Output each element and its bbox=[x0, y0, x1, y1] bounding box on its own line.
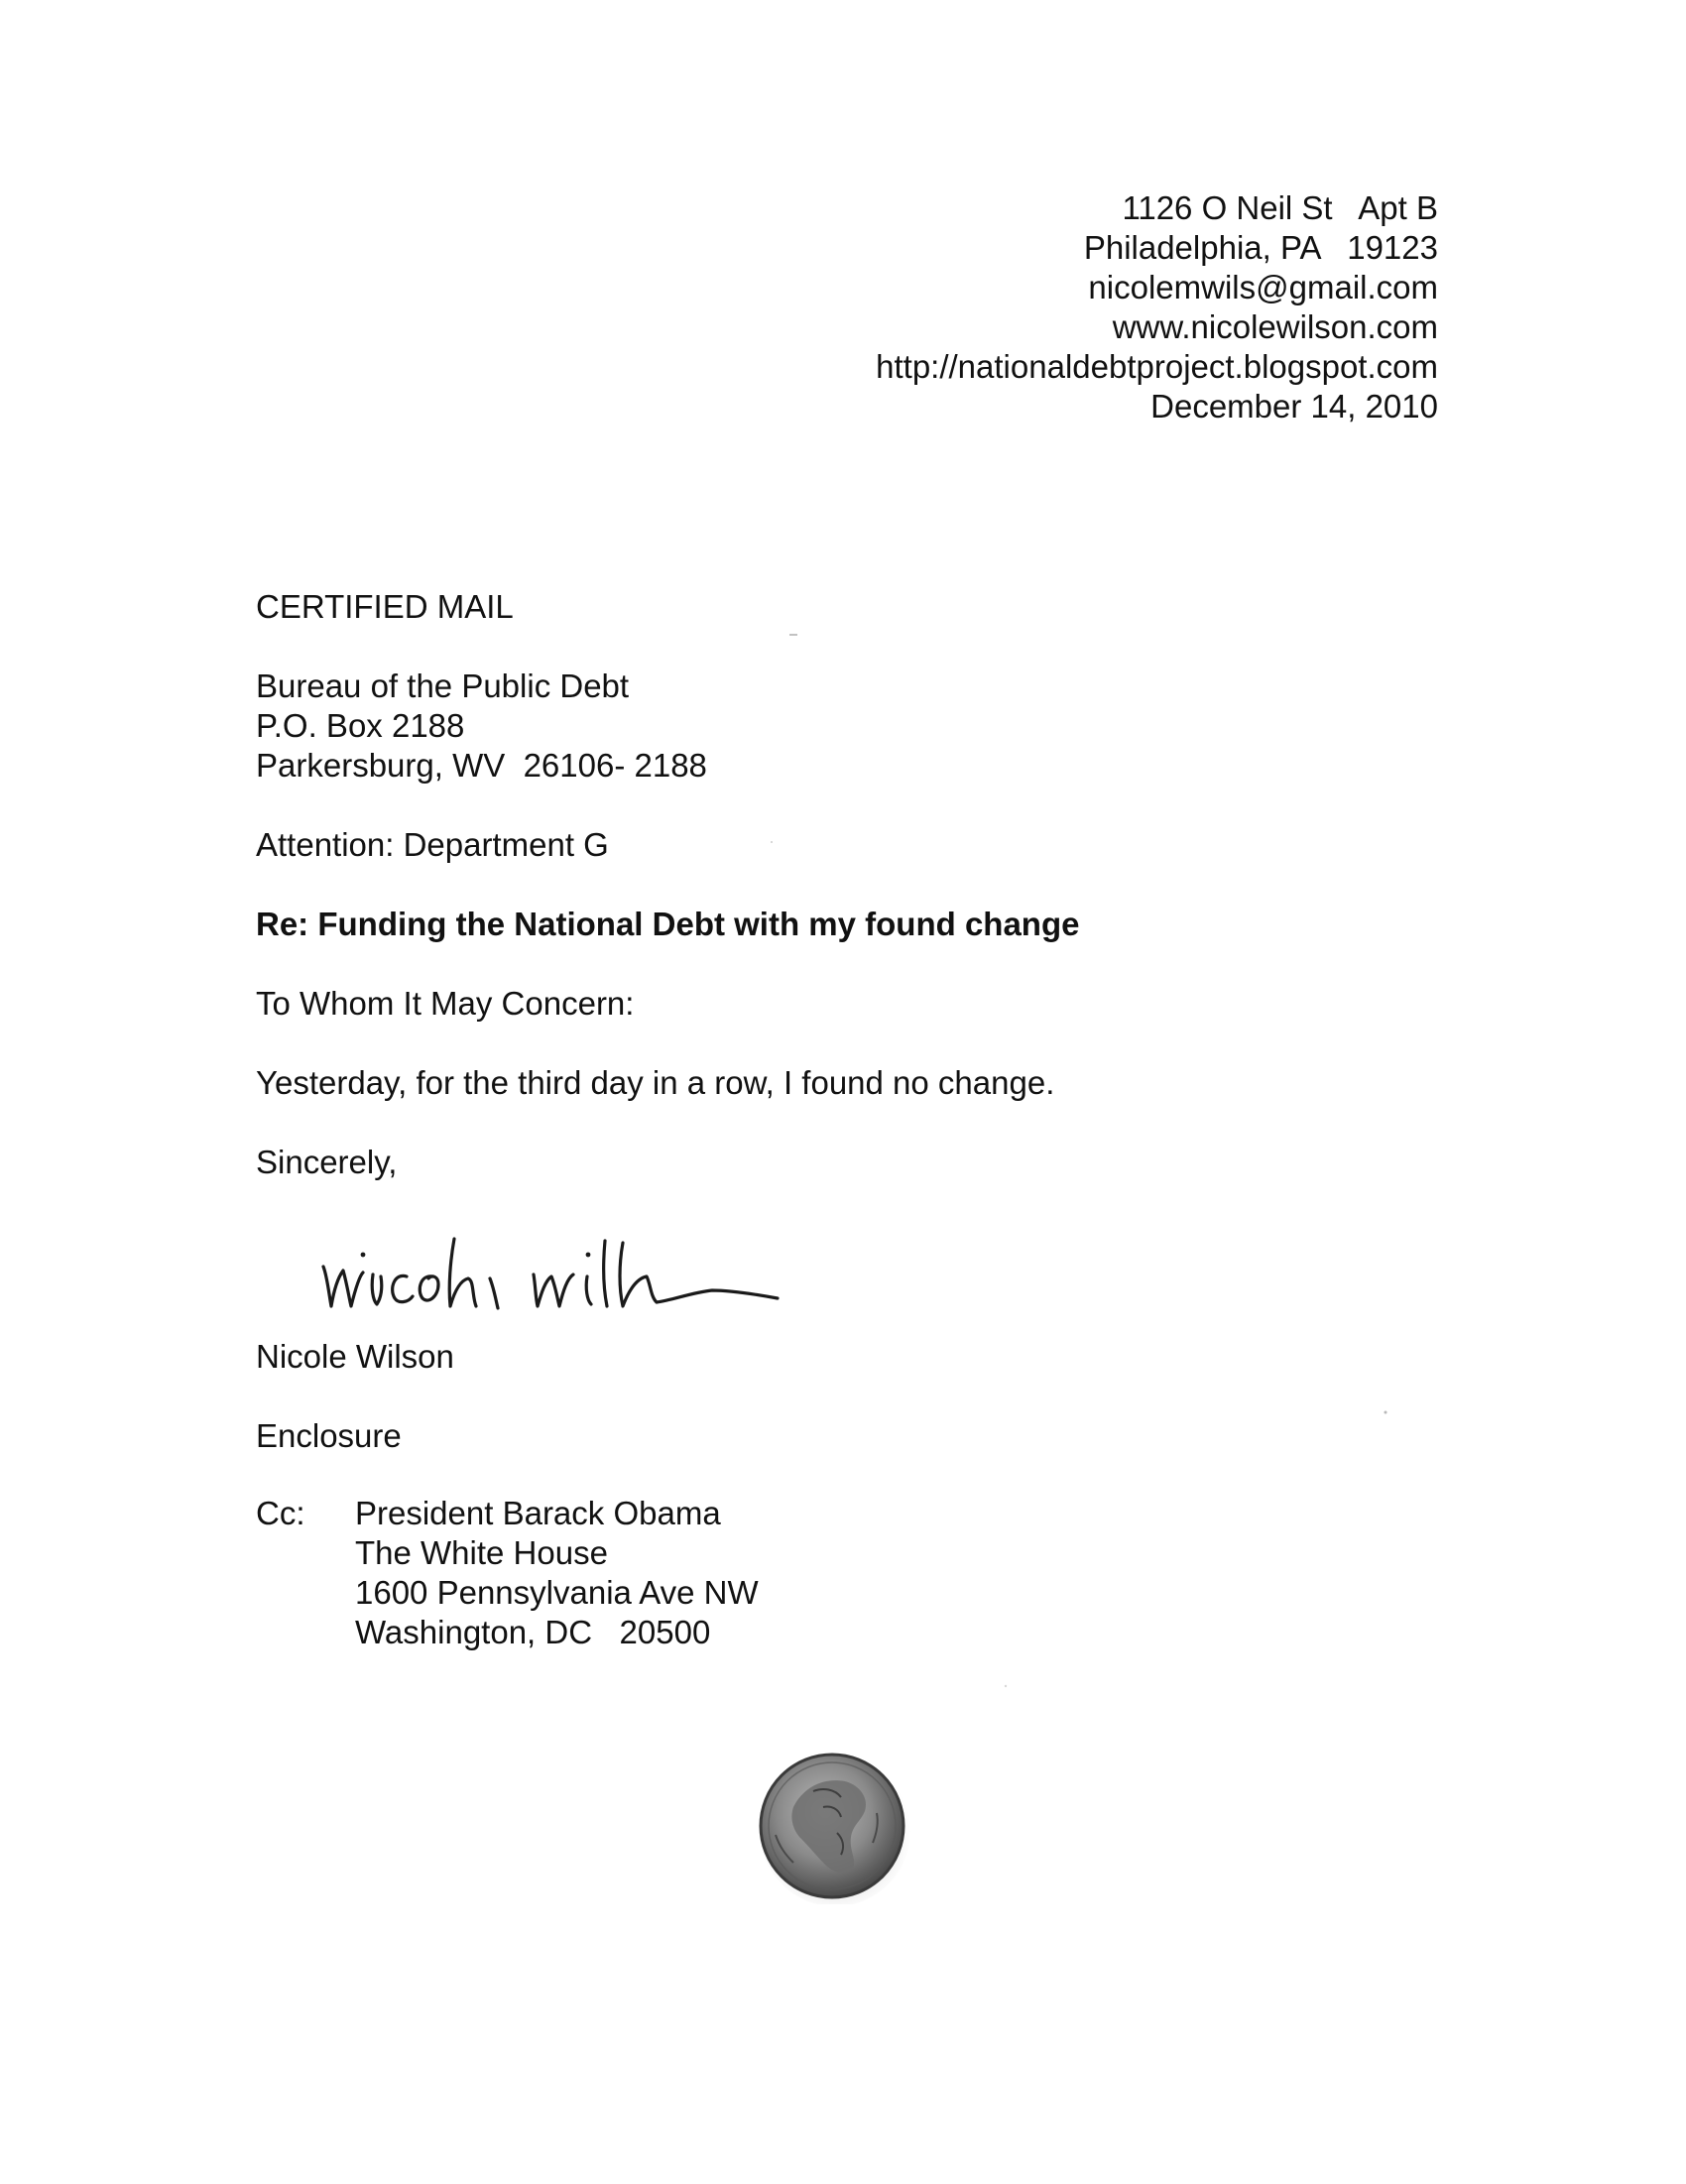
sender-street: 1126 O Neil St Apt B bbox=[1122, 189, 1438, 226]
cc-city: Washington, DC 20500 bbox=[355, 1614, 711, 1650]
recipient-po-box: P.O. Box 2188 bbox=[256, 707, 465, 744]
letter-date: December 14, 2010 bbox=[1150, 388, 1438, 425]
recipient-name: Bureau of the Public Debt bbox=[256, 667, 630, 704]
sender-email: nicolemwils@gmail.com bbox=[1088, 269, 1438, 305]
signer-name-text: Nicole Wilson bbox=[256, 1338, 454, 1375]
message-text: Yesterday, for the third day in a row, I found no change. bbox=[256, 1064, 1055, 1101]
attention-text: Attention: Department G bbox=[256, 826, 609, 863]
closing-text: Sincerely, bbox=[256, 1144, 398, 1180]
sender-website: www.nicolewilson.com bbox=[1112, 308, 1438, 345]
sender-blog: http://nationaldebtproject.blogspot.com bbox=[876, 348, 1438, 385]
cc-label: Cc: bbox=[256, 1495, 305, 1531]
salutation-text: To Whom It May Concern: bbox=[256, 985, 635, 1022]
recipient-city: Parkersburg, WV 26106- 2188 bbox=[256, 747, 707, 784]
enclosure-text: Enclosure bbox=[256, 1417, 402, 1454]
cc-org: The White House bbox=[355, 1534, 608, 1571]
sender-city: Philadelphia, PA 19123 bbox=[1083, 229, 1438, 266]
subject-text: Re: Funding the National Debt with my found change bbox=[256, 906, 1080, 942]
cc-street: 1600 Pennsylvania Ave NW bbox=[355, 1574, 759, 1611]
cc-name: President Barack Obama bbox=[355, 1495, 721, 1531]
certified-mail-text: CERTIFIED MAIL bbox=[256, 588, 514, 625]
